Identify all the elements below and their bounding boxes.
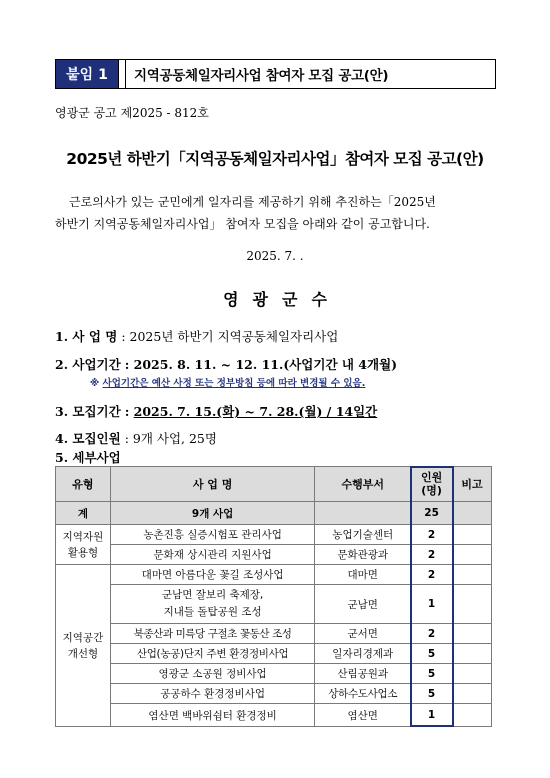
remark-cell: [453, 664, 492, 684]
intro-line-2: 하반기 지역공동체일자리사업」 참여자 모집을 아래와 같이 공고합니다.: [55, 217, 430, 231]
dept-cell: 농업기술센터: [315, 525, 411, 545]
dept-cell: 대마면: [315, 565, 411, 585]
period-note: [90, 375, 365, 389]
project-cell: 대마면 아름다운 꽃길 조성사업: [110, 565, 314, 585]
col-project: 사 업 명: [110, 467, 314, 502]
attachment-title: 지역공동체일자리사업 참여자 모집 공고(안): [134, 68, 389, 84]
people-cell: 5: [411, 664, 453, 684]
type-label: 지역자원 활용형: [62, 530, 104, 559]
table-header-row: [56, 467, 492, 502]
issuer: 영광군수: [223, 290, 341, 309]
dept-cell: 염산면: [315, 704, 411, 727]
people-cell: 2: [411, 565, 453, 585]
item-prefix: :: [124, 404, 134, 419]
people-cell: 5: [411, 644, 453, 664]
project-cell: 영광군 소공원 정비사업: [110, 664, 314, 684]
total-label: 계: [56, 502, 111, 525]
item-label: 5. 세부사업: [55, 450, 121, 465]
project-cell: 북종산과 미륵당 구절초 꽃동산 조성: [110, 624, 314, 644]
total-row: [56, 502, 492, 525]
table-row: [56, 545, 492, 565]
table-row: [56, 704, 492, 727]
project-cell: 염산면 백바위쉼터 환경정비: [110, 704, 314, 727]
item-label: 1. 사 업 명: [55, 329, 118, 344]
table-row: [56, 525, 492, 545]
dept-cell: 군서면: [315, 624, 411, 644]
item-project-period: [55, 355, 397, 373]
type-cell: [56, 525, 111, 565]
dept-cell: 일자리경제과: [315, 644, 411, 664]
item-sub-projects: [55, 448, 121, 466]
table-row: [56, 624, 492, 644]
col-remark: 비고: [453, 467, 492, 502]
dept-cell: 산림공원과: [315, 664, 411, 684]
people-cell: 2: [411, 525, 453, 545]
total-project: 9개 사업: [110, 502, 314, 525]
total-remark: [453, 502, 492, 525]
item-project-name: [55, 327, 338, 345]
remark-cell: [453, 684, 492, 704]
projects-table: [55, 466, 492, 727]
remark-cell: [453, 545, 492, 565]
notice-number: 영광군 공고 제2025 - 812호: [55, 106, 209, 120]
project-cell: [110, 585, 314, 624]
page-title: 2025년 하반기「지역공동체일자리사업」참여자 모집 공고(안): [66, 150, 484, 168]
people-cell: 5: [411, 684, 453, 704]
attachment-header: [55, 59, 496, 89]
item-label: 3. 모집기간: [55, 404, 121, 419]
people-cell: 1: [411, 704, 453, 727]
remark-cell: [453, 644, 492, 664]
item-recruit-count: [55, 429, 217, 447]
header-divider: [119, 60, 126, 88]
table-row: [56, 565, 492, 585]
table-row: [56, 664, 492, 684]
col-people: [411, 467, 453, 502]
item-label: 4. 모집인원: [55, 431, 121, 446]
dept-cell: 군남면: [315, 585, 411, 624]
table-row: [56, 585, 492, 624]
remark-cell: [453, 585, 492, 624]
project-cell: 산업(농공)단지 주변 환경정비사업: [110, 644, 314, 664]
note-text: 사업기간은 예산 사정 또는 정부방침 등에 따라 변경될 수 있음.: [102, 378, 366, 389]
type-cell: [56, 565, 111, 727]
type-label: 지역공간 개선형: [62, 631, 104, 660]
item-value: : 9개 사업, 25명: [124, 431, 217, 446]
remark-cell: [453, 624, 492, 644]
item-label: 2. 사업기간: [55, 357, 121, 372]
people-cell: 2: [411, 624, 453, 644]
project-cell: 농촌진흥 실증시험포 관리사업: [110, 525, 314, 545]
item-value: : 2025. 8. 11. ~ 12. 11.(사업기간 내 4개월): [124, 357, 398, 372]
table-row: [56, 684, 492, 704]
total-people: 25: [411, 502, 453, 525]
intro-line-1: 근로의사가 있는 군민에게 일자리를 제공하기 위해 추진하는「2025년: [69, 195, 436, 209]
total-dept: [315, 502, 411, 525]
dept-cell: 문화관광과: [315, 545, 411, 565]
note-mark: ※: [90, 378, 103, 389]
attachment-tag: 붙임 1: [56, 60, 119, 88]
project-label: 군남면 잘보리 축제장, 지내들 돌탑공원 조성: [161, 589, 264, 618]
col-type: 유형: [56, 467, 111, 502]
project-cell: 문화재 상시관리 지원사업: [110, 545, 314, 565]
dept-cell: 상하수도사업소: [315, 684, 411, 704]
remark-cell: [453, 525, 492, 545]
intro-paragraph: [55, 191, 495, 235]
col-dept: 수행부서: [315, 467, 411, 502]
remark-cell: [453, 704, 492, 727]
people-cell: 1: [411, 585, 453, 624]
item-value: 2025. 7. 15.(화) ~ 7. 28.(월) / 14일간: [133, 404, 378, 419]
item-recruit-period: [55, 402, 377, 420]
notice-date: 2025. 7. .: [246, 249, 304, 263]
project-cell: 공공하수 환경정비사업: [110, 684, 314, 704]
item-value: : 2025년 하반기 지역공동체일자리사업: [121, 329, 339, 344]
col-people-label: 인원 (명): [420, 471, 443, 497]
table-row: [56, 644, 492, 664]
people-cell: 2: [411, 545, 453, 565]
remark-cell: [453, 565, 492, 585]
